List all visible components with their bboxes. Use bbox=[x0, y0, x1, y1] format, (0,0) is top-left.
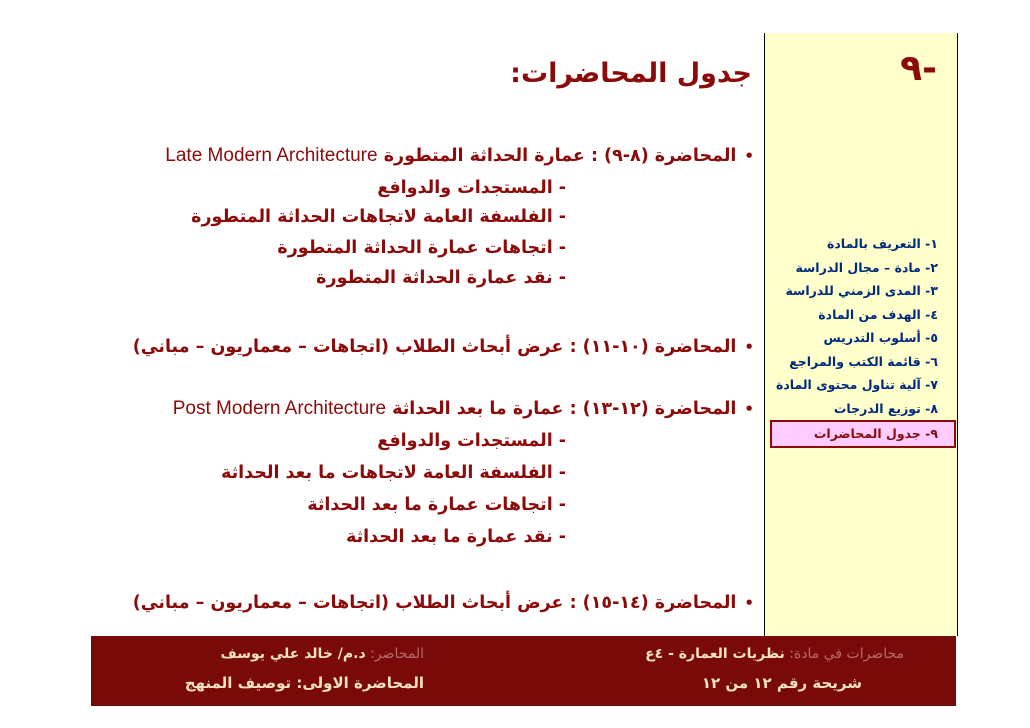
nav-item-5[interactable]: ٥- أسلوب التدريس bbox=[823, 330, 938, 345]
nav-item-9-active[interactable]: ٩- جدول المحاضرات bbox=[770, 420, 956, 448]
lecture-title: المحاضرة (١٢-١٣) : عمارة ما بعد الحداثة bbox=[392, 399, 737, 419]
lecture-8-9 bbox=[165, 145, 754, 167]
lecture-10-11 bbox=[133, 337, 754, 357]
nav-item-4[interactable]: ٤- الهدف من المادة bbox=[818, 306, 938, 322]
nav-item-3[interactable]: ٣- المدى الزمني للدراسة bbox=[785, 283, 938, 298]
lecture-8-9-item: -نقد عمارة الحداثة المتطورة bbox=[316, 268, 566, 288]
bullet-icon: • bbox=[744, 400, 754, 418]
slide-footer bbox=[91, 636, 956, 706]
bullet-icon: • bbox=[744, 594, 754, 612]
lecture-12-13-item: -المستجدات والدوافع bbox=[377, 431, 566, 451]
lecturer-info: المحاضر: د.م/ خالد علي يوسف bbox=[220, 646, 424, 662]
bullet-icon: • bbox=[744, 147, 754, 165]
lecture-12-13-item: -الفلسفة العامة لاتجاهات ما بعد الحداثة bbox=[220, 463, 566, 483]
lecture-8-9-item: -الفلسفة العامة لاتجاهات الحداثة المتطورة bbox=[191, 207, 566, 227]
lecture-8-9-item: -المستجدات والدوافع bbox=[377, 178, 566, 198]
lecture-8-9-item: -اتجاهات عمارة الحداثة المتطورة bbox=[277, 238, 566, 258]
lecture-english-title: Late Modern Architecture bbox=[165, 145, 378, 166]
lecture-14-15 bbox=[133, 593, 754, 613]
lecture-english-title: Post Modern Architecture bbox=[172, 398, 387, 419]
nav-item-1[interactable]: ١- التعريف بالمادة bbox=[827, 236, 938, 251]
lecture-name: المحاضرة الاولى: توصيف المنهج bbox=[184, 674, 424, 692]
lecture-12-13-item: -نقد عمارة ما بعد الحداثة bbox=[345, 527, 566, 547]
nav-item-8[interactable]: ٨- توزيع الدرجات bbox=[833, 400, 938, 416]
course-info: محاضرات في مادة: نظريات العمارة - ٤ع bbox=[645, 646, 904, 662]
lecture-title: المحاضرة (١٤-١٥) : عرض أبحاث الطلاب (اتجاهات – معماريون – مباني) bbox=[132, 593, 737, 613]
lecture-12-13 bbox=[173, 398, 754, 420]
nav-item-7[interactable]: ٧- آلية تناول محتوى المادة bbox=[776, 377, 938, 392]
slide-title: جدول المحاضرات: bbox=[510, 58, 752, 89]
bullet-icon: • bbox=[744, 338, 754, 356]
lecture-title: المحاضرة (٨-٩) : عمارة الحداثة المتطورة bbox=[383, 146, 737, 166]
slide-section-number: -٩ bbox=[900, 48, 937, 89]
nav-item-2[interactable]: ٢- مادة – مجال الدراسة bbox=[795, 259, 938, 275]
lecture-title: المحاضرة (١٠-١١) : عرض أبحاث الطلاب (اتجاهات – معماريون – مباني) bbox=[132, 337, 737, 357]
lecture-12-13-item: -اتجاهات عمارة ما بعد الحداثة bbox=[307, 495, 566, 515]
section-nav bbox=[772, 232, 952, 448]
nav-item-6[interactable]: ٦- قائمة الكتب والمراجع bbox=[789, 353, 938, 369]
slide-counter: شريحة رقم ١٢ من ١٢ bbox=[701, 674, 862, 692]
